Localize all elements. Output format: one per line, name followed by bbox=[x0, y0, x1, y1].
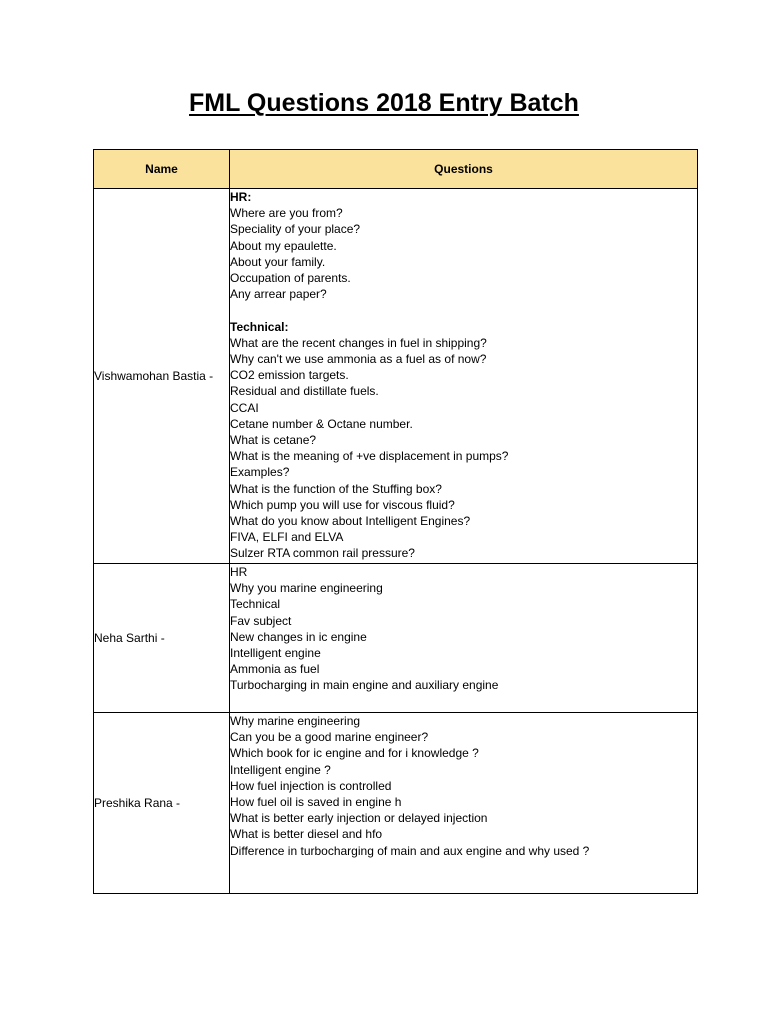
question-line: Any arrear paper? bbox=[230, 287, 327, 302]
question-line: Why you marine engineering bbox=[230, 581, 383, 596]
question-line: Intelligent engine ? bbox=[230, 762, 331, 777]
questions-cell bbox=[230, 189, 698, 564]
question-line: CCAI bbox=[230, 400, 259, 415]
question-line: Examples? bbox=[230, 465, 290, 480]
question-line: FIVA, ELFI and ELVA bbox=[230, 530, 344, 545]
header-name: Name bbox=[94, 150, 230, 189]
table-header-row bbox=[94, 150, 698, 189]
question-line: Speciality of your place? bbox=[230, 222, 361, 237]
question-line: What are the recent changes in fuel in shipping? bbox=[230, 335, 487, 350]
header-questions: Questions bbox=[230, 150, 698, 189]
blank-line bbox=[230, 302, 697, 318]
question-line: Which pump you will use for viscous fluid? bbox=[230, 497, 455, 512]
question-line: What is cetane? bbox=[230, 433, 317, 448]
question-line: How fuel injection is controlled bbox=[230, 778, 392, 793]
question-line: Where are you from? bbox=[230, 206, 343, 221]
document-title: FML Questions 2018 Entry Batch bbox=[189, 89, 579, 117]
question-line: Residual and distillate fuels. bbox=[230, 384, 379, 399]
question-line: What is the function of the Stuffing box? bbox=[230, 481, 442, 496]
question-line: New changes in ic engine bbox=[230, 629, 367, 644]
question-line: CO2 emission targets. bbox=[230, 368, 349, 383]
question-line: Turbocharging in main engine and auxiliary engine bbox=[230, 678, 499, 693]
question-line: Why can't we use ammonia as a fuel as of now? bbox=[230, 352, 487, 367]
table-row bbox=[94, 189, 698, 564]
question-line: Intelligent engine bbox=[230, 646, 321, 661]
question-line: Why marine engineering bbox=[230, 714, 361, 728]
question-line: Fav subject bbox=[230, 613, 292, 628]
questions-cell bbox=[230, 713, 698, 894]
question-line: Sulzer RTA common rail pressure? bbox=[230, 546, 415, 561]
table-row bbox=[94, 564, 698, 713]
question-line: About your family. bbox=[230, 254, 326, 269]
question-line: What is better diesel and hfo bbox=[230, 827, 383, 842]
question-line: What is better early injection or delayed injection bbox=[230, 811, 488, 826]
section-heading: Technical: bbox=[230, 319, 289, 334]
question-line: Can you be a good marine engineer? bbox=[230, 730, 429, 745]
question-line: Occupation of parents. bbox=[230, 271, 351, 286]
section-heading: HR: bbox=[230, 190, 252, 204]
question-line: What is the meaning of +ve displacement in pumps? bbox=[230, 449, 509, 464]
question-line: About my epaulette. bbox=[230, 238, 337, 253]
questions-cell bbox=[230, 564, 698, 713]
question-line: Which book for ic engine and for i knowledge ? bbox=[230, 746, 479, 761]
questions-table bbox=[93, 149, 698, 894]
candidate-name: Preshika Rana - bbox=[94, 713, 230, 894]
question-line: What do you know about Intelligent Engines? bbox=[230, 514, 471, 529]
question-line: HR bbox=[230, 565, 248, 579]
question-line: Technical bbox=[230, 597, 281, 612]
question-line: Difference in turbocharging of main and aux engine and why used ? bbox=[230, 843, 590, 858]
candidate-name: Neha Sarthi - bbox=[94, 564, 230, 713]
candidate-name: Vishwamohan Bastia - bbox=[94, 189, 230, 564]
question-line: Cetane number & Octane number. bbox=[230, 416, 413, 431]
question-line: How fuel oil is saved in engine h bbox=[230, 795, 402, 810]
table-row bbox=[94, 713, 698, 894]
question-line: Ammonia as fuel bbox=[230, 662, 320, 677]
